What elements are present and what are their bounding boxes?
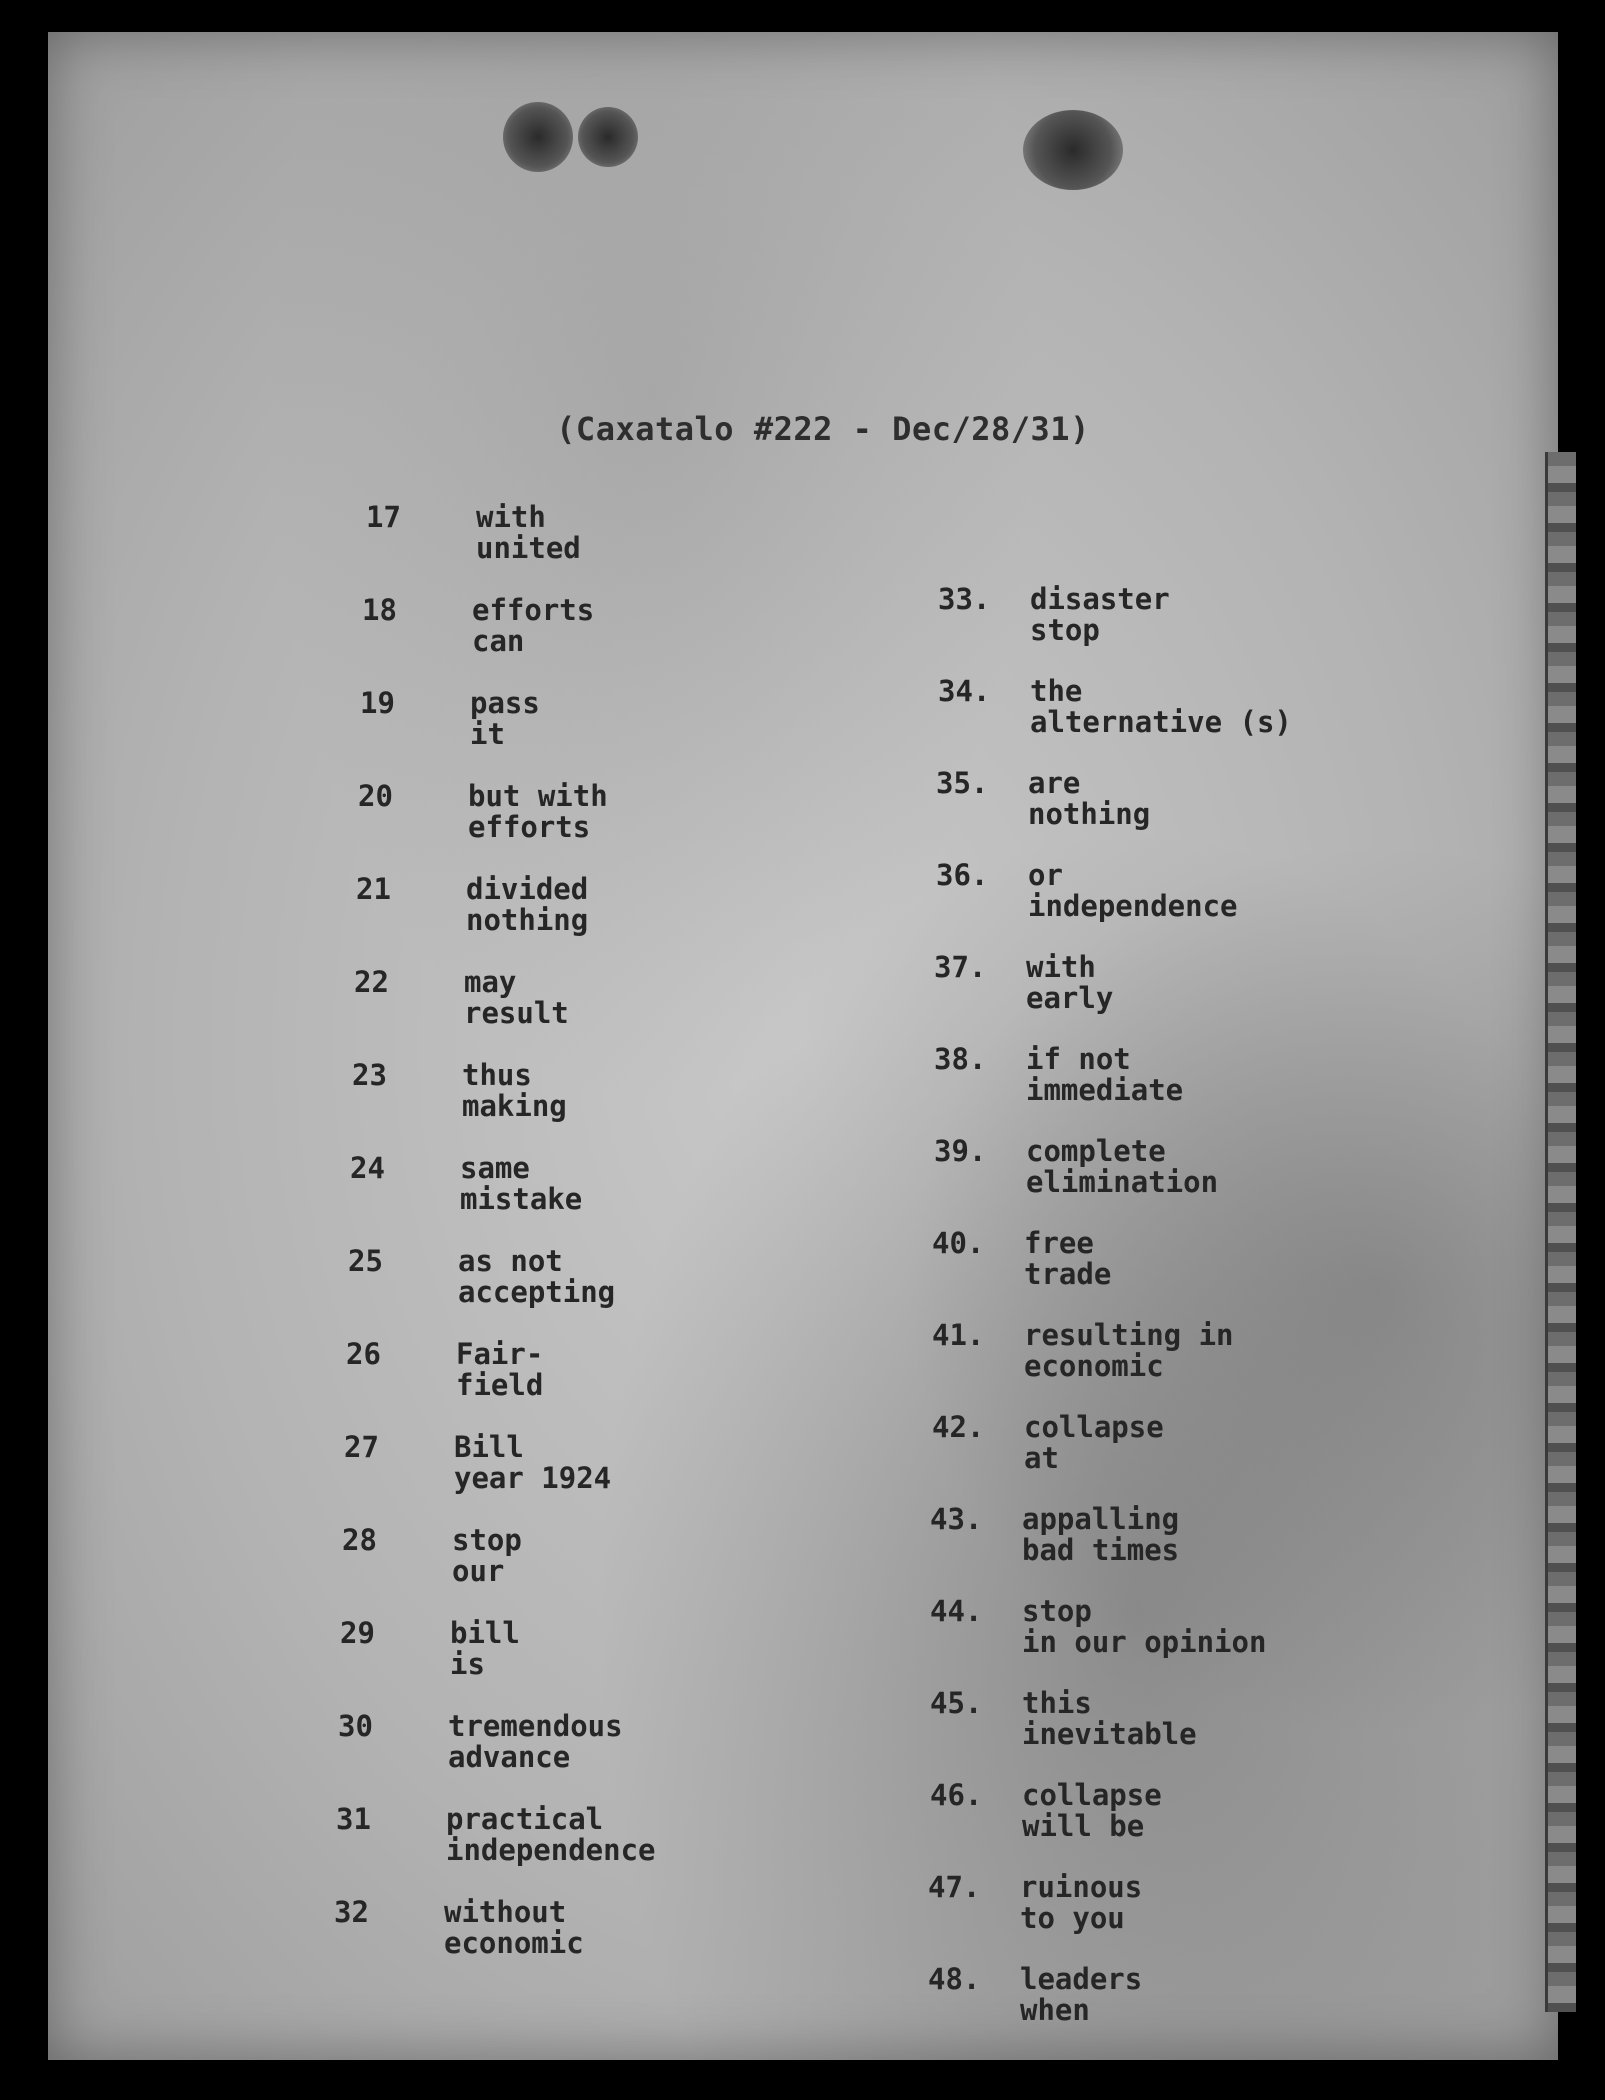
item-number: 23	[352, 1058, 387, 1092]
item-line-1: Bill	[454, 1430, 524, 1464]
item-line-2: independence	[1028, 889, 1238, 923]
item-number: 17	[366, 500, 401, 534]
page-header: (Caxatalo #222 - Dec/28/31)	[556, 410, 1090, 448]
typed-page	[48, 32, 1558, 2060]
item-line-1: same	[460, 1151, 530, 1185]
item-number: 30	[338, 1709, 373, 1743]
item-line-1: as not	[458, 1244, 563, 1278]
item-line-1: free	[1024, 1226, 1094, 1260]
item-line-2: can	[472, 624, 525, 658]
item-number: 31	[336, 1802, 371, 1836]
item-line-2: nothing	[466, 903, 589, 937]
item-line-1: stop	[1022, 1594, 1092, 1628]
item-line-2: field	[456, 1368, 544, 1402]
item-number: 45.	[930, 1686, 983, 1720]
item-line-1: this	[1022, 1686, 1092, 1720]
item-number: 19	[360, 686, 395, 720]
item-line-1: or	[1028, 858, 1063, 892]
item-number: 18	[362, 593, 397, 627]
item-line-1: but with	[468, 779, 608, 813]
item-line-2: is	[450, 1647, 485, 1681]
punch-hole-left	[503, 102, 573, 172]
item-line-2: alternative (s)	[1030, 705, 1292, 739]
item-number: 27	[344, 1430, 379, 1464]
item-line-2: our	[452, 1554, 505, 1588]
item-line-2: united	[476, 531, 581, 565]
item-line-2: early	[1026, 981, 1114, 1015]
item-number: 38.	[934, 1042, 987, 1076]
item-line-1: if not	[1026, 1042, 1131, 1076]
item-number: 48.	[928, 1962, 981, 1996]
item-line-1: stop	[452, 1523, 522, 1557]
item-line-2: economic	[1024, 1349, 1164, 1383]
torn-right-edge	[1545, 452, 1576, 2012]
item-line-2: when	[1020, 1993, 1090, 2027]
item-line-1: Fair-	[456, 1337, 544, 1371]
punch-hole-right	[1023, 110, 1123, 190]
item-line-2: stop	[1030, 613, 1100, 647]
item-line-1: practical	[446, 1802, 604, 1836]
item-number: 24	[350, 1151, 385, 1185]
punch-hole-left-2	[578, 107, 638, 167]
item-number: 36.	[936, 858, 989, 892]
item-line-2: year 1924	[454, 1461, 612, 1495]
item-line-1: appalling	[1022, 1502, 1180, 1536]
item-number: 35.	[936, 766, 989, 800]
item-line-1: disaster	[1030, 582, 1170, 616]
item-line-2: at	[1024, 1441, 1059, 1475]
item-number: 42.	[932, 1410, 985, 1444]
item-number: 33.	[938, 582, 991, 616]
item-line-2: accepting	[458, 1275, 616, 1309]
item-number: 39.	[934, 1134, 987, 1168]
item-line-1: with	[1026, 950, 1096, 984]
item-number: 47.	[928, 1870, 981, 1904]
item-number: 44.	[930, 1594, 983, 1628]
item-line-2: efforts	[468, 810, 591, 844]
item-number: 29	[340, 1616, 375, 1650]
item-line-1: collapse	[1024, 1410, 1164, 1444]
item-line-2: independence	[446, 1833, 656, 1867]
item-line-2: mistake	[460, 1182, 583, 1216]
item-line-2: advance	[448, 1740, 571, 1774]
item-line-1: divided	[466, 872, 589, 906]
item-line-1: bill	[450, 1616, 520, 1650]
item-number: 46.	[930, 1778, 983, 1812]
item-line-2: result	[464, 996, 569, 1030]
item-line-2: trade	[1024, 1257, 1112, 1291]
item-number: 43.	[930, 1502, 983, 1536]
item-line-1: are	[1028, 766, 1081, 800]
item-line-2: elimination	[1026, 1165, 1219, 1199]
item-line-2: economic	[444, 1926, 584, 1960]
item-line-2: will be	[1022, 1809, 1145, 1843]
item-line-2: nothing	[1028, 797, 1151, 831]
item-line-1: may	[464, 965, 517, 999]
item-number: 40.	[932, 1226, 985, 1260]
item-number: 26	[346, 1337, 381, 1371]
item-number: 32	[334, 1895, 369, 1929]
item-line-1: efforts	[472, 593, 595, 627]
item-line-2: making	[462, 1089, 567, 1123]
item-line-1: the	[1030, 674, 1083, 708]
item-number: 37.	[934, 950, 987, 984]
item-number: 21	[356, 872, 391, 906]
item-line-1: resulting in	[1024, 1318, 1234, 1352]
item-line-1: complete	[1026, 1134, 1166, 1168]
item-line-2: bad times	[1022, 1533, 1180, 1567]
item-line-1: pass	[470, 686, 540, 720]
item-line-1: with	[476, 500, 546, 534]
item-number: 34.	[938, 674, 991, 708]
item-line-1: ruinous	[1020, 1870, 1143, 1904]
item-line-1: collapse	[1022, 1778, 1162, 1812]
item-line-2: in our opinion	[1022, 1625, 1267, 1659]
item-line-1: thus	[462, 1058, 532, 1092]
item-line-1: leaders	[1020, 1962, 1143, 1996]
item-line-2: immediate	[1026, 1073, 1184, 1107]
item-number: 22	[354, 965, 389, 999]
item-number: 25	[348, 1244, 383, 1278]
item-number: 28	[342, 1523, 377, 1557]
item-line-1: without	[444, 1895, 567, 1929]
item-number: 41.	[932, 1318, 985, 1352]
item-line-2: to you	[1020, 1901, 1125, 1935]
item-line-1: tremendous	[448, 1709, 623, 1743]
item-number: 20	[358, 779, 393, 813]
item-line-2: it	[470, 717, 505, 751]
item-line-2: inevitable	[1022, 1717, 1197, 1751]
